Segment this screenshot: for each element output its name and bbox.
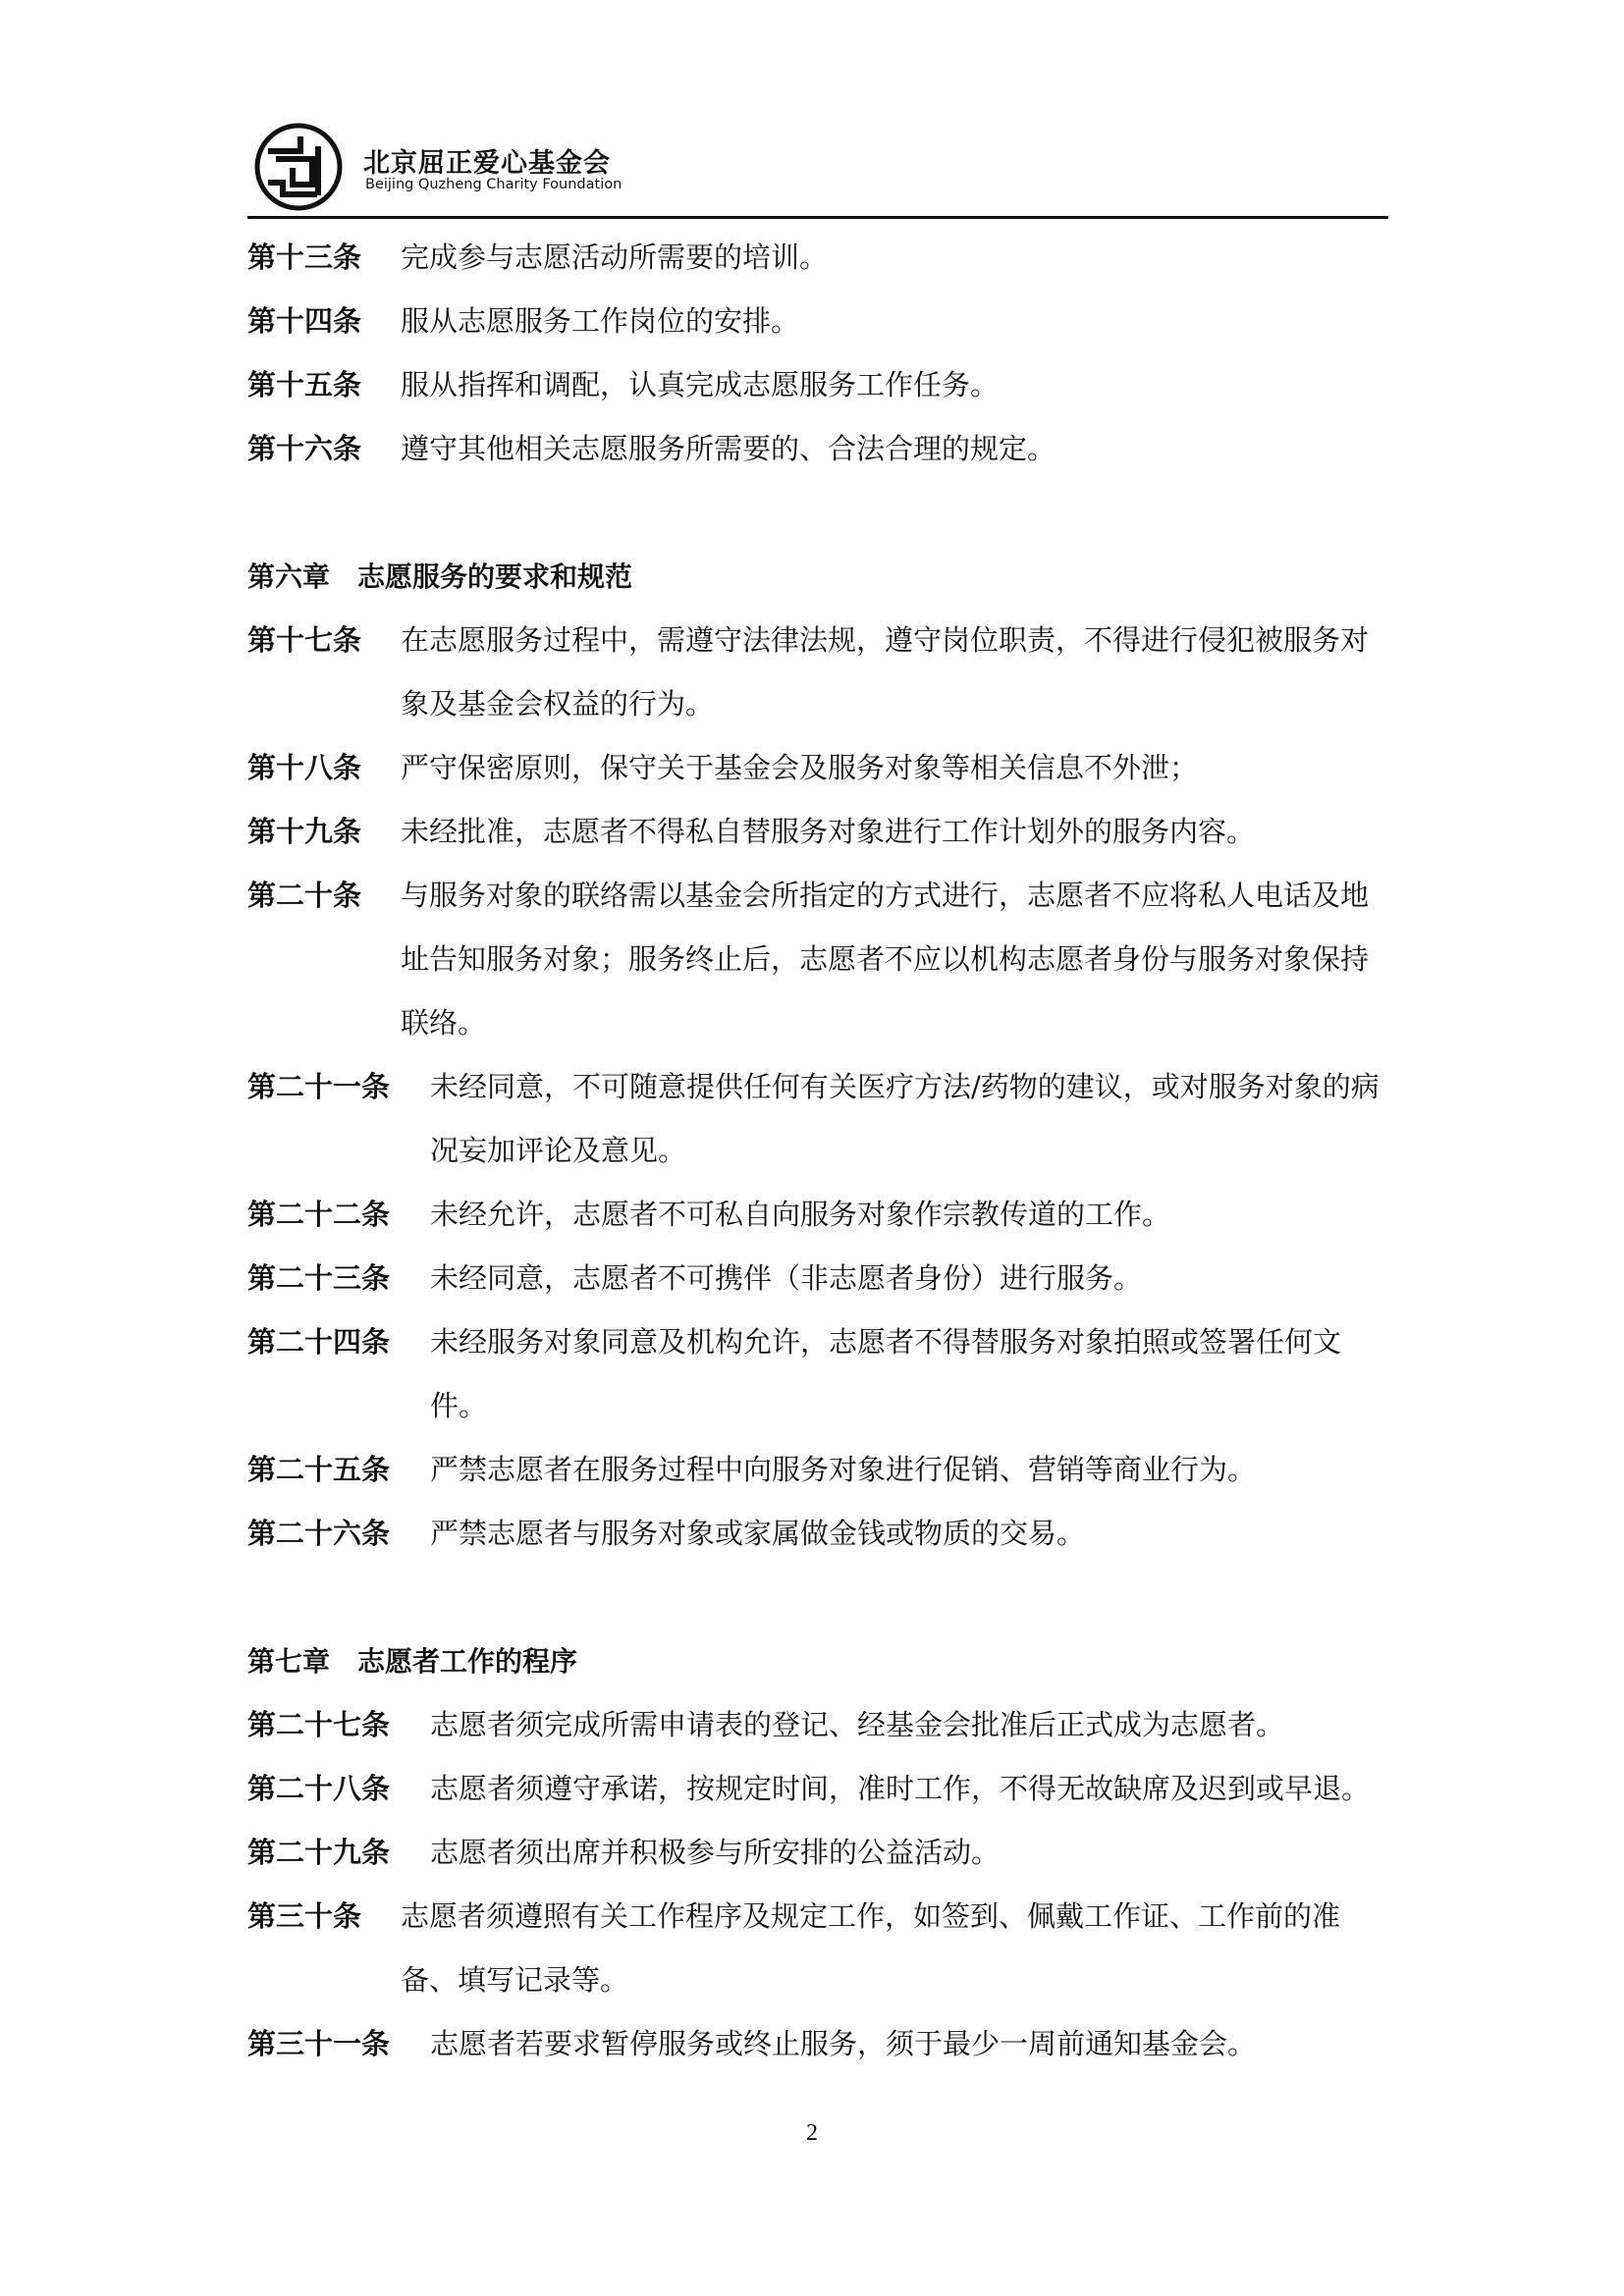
org-name: 北京屈正爱心基金会 — [363, 148, 611, 179]
article — [247, 2012, 1388, 2076]
article — [247, 1502, 1388, 1566]
article — [247, 864, 1388, 1055]
chapter-heading — [247, 545, 1388, 609]
article-text: 未经同意，志愿者不可携伴（非志愿者身份）进行服务。 — [430, 1261, 1143, 1295]
section-gap — [247, 1566, 1388, 1629]
chapter-heading — [247, 1629, 1388, 1693]
article-text: 志愿者须遵守承诺，按规定时间，准时工作，不得无故缺席及迟到或早退。 — [430, 1772, 1371, 1805]
article-label: 第十四条 — [247, 304, 362, 338]
article-label: 第二十一条 — [247, 1070, 391, 1103]
article-label: 第二十七条 — [247, 1708, 391, 1741]
article-label: 第十九条 — [247, 815, 362, 848]
article-label: 第三十条 — [247, 1899, 362, 1933]
page-number: 2 — [806, 2120, 818, 2146]
article-text: 完成参与志愿活动所需要的培训。 — [401, 240, 829, 274]
article — [247, 736, 1388, 800]
article — [247, 1247, 1388, 1310]
article — [247, 1438, 1388, 1502]
chapter-label: 第六章 — [247, 561, 331, 593]
article — [247, 1183, 1388, 1247]
article-text: 服从志愿服务工作岗位的安排。 — [401, 304, 800, 338]
article — [247, 1310, 1388, 1438]
article — [247, 1821, 1388, 1885]
article — [247, 290, 1388, 353]
article — [247, 353, 1388, 417]
article-text: 未经允许，志愿者不可私自向服务对象作宗教传道的工作。 — [430, 1198, 1171, 1231]
article-text: 志愿者须出席并积极参与所安排的公益活动。 — [430, 1836, 1001, 1869]
article-label: 第二十四条 — [247, 1325, 391, 1359]
page-header — [247, 116, 1388, 219]
article-text: 遵守其他相关志愿服务所需要的、合法合理的规定。 — [401, 432, 1056, 465]
foundation-logo-icon — [253, 122, 344, 212]
chapter-label: 第七章 — [247, 1645, 331, 1678]
document-body — [247, 226, 1388, 2076]
article-text: 志愿者若要求暂停服务或终止服务，须于最少一周前通知基金会。 — [430, 2027, 1257, 2060]
article-text: 志愿者须遵照有关工作程序及规定工作，如签到、佩戴工作证、工作前的准备、填写记录等。 — [401, 1899, 1341, 1997]
article — [247, 1757, 1388, 1821]
article-label: 第二十六条 — [247, 1517, 391, 1550]
article-label: 第十八条 — [247, 751, 362, 784]
article-text: 与服务对象的联络需以基金会所指定的方式进行，志愿者不应将私人电话及地址告知服务对象；服务终止后，志愿者不应以机构志愿者身份与服务对象保持联络。 — [401, 879, 1370, 1040]
article-label: 第二十九条 — [247, 1836, 391, 1869]
article-label: 第二十五条 — [247, 1453, 391, 1486]
article — [247, 1693, 1388, 1757]
article — [247, 417, 1388, 481]
article-text: 志愿者须完成所需申请表的登记、经基金会批准后正式成为志愿者。 — [430, 1708, 1285, 1741]
article — [247, 800, 1388, 864]
article — [247, 1885, 1388, 2012]
article-label: 第二十八条 — [247, 1772, 391, 1805]
article — [247, 609, 1388, 736]
article-text: 严禁志愿者在服务过程中向服务对象进行促销、营销等商业行为。 — [430, 1453, 1257, 1486]
article-text: 服从指挥和调配，认真完成志愿服务工作任务。 — [401, 368, 1000, 401]
article-text: 严守保密原则，保守关于基金会及服务对象等相关信息不外泄； — [401, 751, 1199, 784]
section-gap — [247, 481, 1388, 545]
article-text: 未经批准，志愿者不得私自替服务对象进行工作计划外的服务内容。 — [401, 815, 1256, 848]
article-text: 未经服务对象同意及机构允许，志愿者不得替服务对象拍照或签署任何文件。 — [430, 1325, 1342, 1422]
chapter-title: 志愿服务的要求和规范 — [357, 561, 633, 593]
article — [247, 226, 1388, 290]
article-label: 第十三条 — [247, 240, 362, 274]
article-label: 第三十一条 — [247, 2027, 391, 2060]
article-label: 第十六条 — [247, 432, 362, 465]
article-label: 第二十条 — [247, 879, 362, 912]
article-label: 第十七条 — [247, 623, 362, 657]
article-text: 在志愿服务过程中，需遵守法律法规，遵守岗位职责，不得进行侵犯被服务对象及基金会权益的行为。 — [401, 623, 1370, 721]
article-text: 未经同意，不可随意提供任何有关医疗方法/药物的建议，或对服务对象的病况妄加评论及意见。 — [430, 1070, 1380, 1167]
org-name-english: Beijing Quzheng Charity Foundation — [365, 177, 623, 192]
article-label: 第二十二条 — [247, 1198, 391, 1231]
article-text: 严禁志愿者与服务对象或家属做金钱或物质的交易。 — [430, 1517, 1086, 1550]
article-label: 第十五条 — [247, 368, 362, 401]
article — [247, 1055, 1388, 1183]
chapter-title: 志愿者工作的程序 — [357, 1645, 578, 1678]
article-label: 第二十三条 — [247, 1261, 391, 1295]
